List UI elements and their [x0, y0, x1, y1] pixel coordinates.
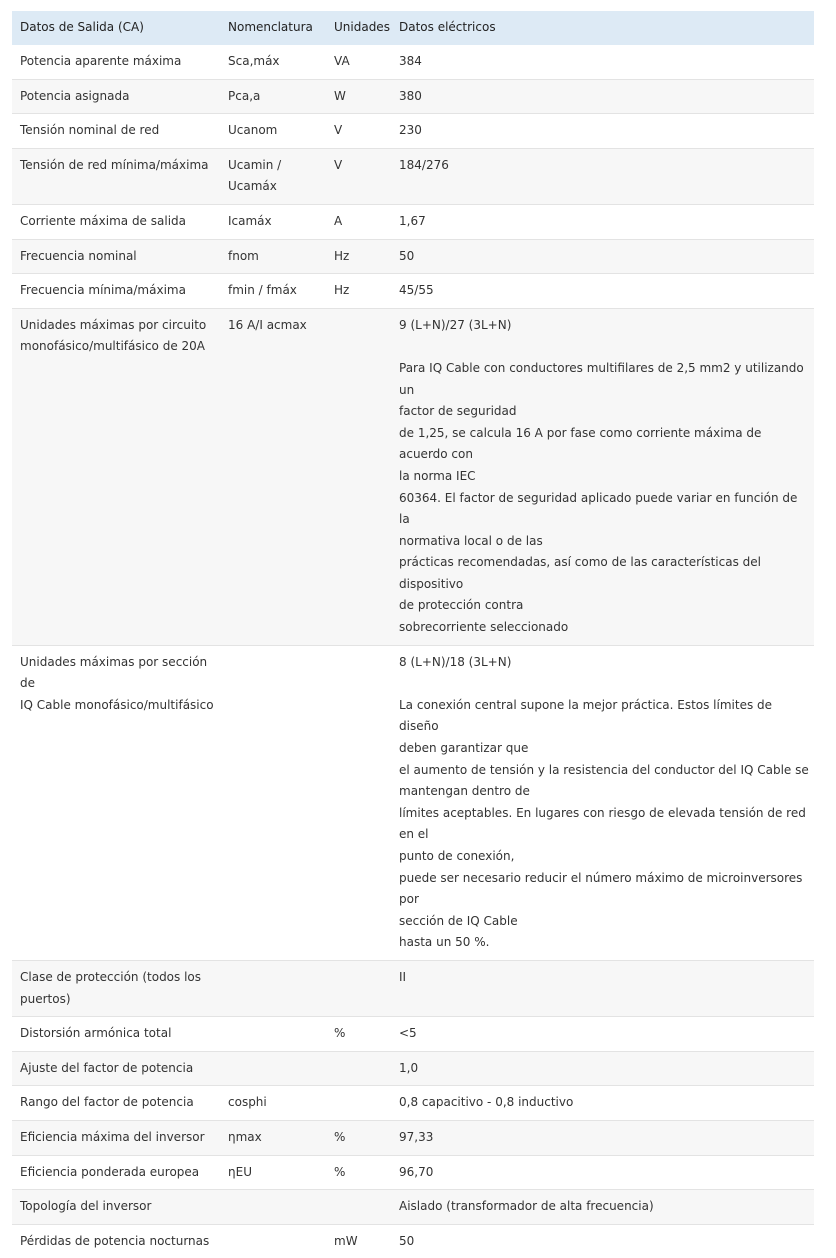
spec-table-container	[12, 11, 814, 1258]
table-row	[12, 1190, 814, 1225]
param-cell	[12, 1120, 220, 1155]
nomenclature-cell	[220, 960, 326, 1016]
nomenclature-cell	[220, 1190, 326, 1225]
value-cell	[391, 645, 814, 960]
nomenclature-cell-text: Icamáx	[228, 213, 272, 228]
table-row	[12, 1120, 814, 1155]
param-cell	[12, 1017, 220, 1052]
value-cell	[391, 960, 814, 1016]
table-body	[12, 45, 814, 1258]
spec-table	[12, 11, 814, 1258]
value-cell	[391, 274, 814, 309]
nomenclature-cell	[220, 308, 326, 645]
param-cell	[12, 1155, 220, 1190]
param-cell-text: Unidades máximas por sección de IQ Cable monofásico/multifásico	[20, 654, 214, 712]
nomenclature-cell	[220, 239, 326, 274]
unit-cell	[326, 1051, 391, 1086]
param-cell	[12, 1190, 220, 1225]
param-cell	[12, 274, 220, 309]
value-cell	[391, 1155, 814, 1190]
unit-cell	[326, 1224, 391, 1258]
nomenclature-cell	[220, 204, 326, 239]
header-electrical-data: Datos eléctricos	[391, 11, 814, 45]
unit-cell	[326, 1086, 391, 1121]
param-cell-text: Tensión de red mínima/máxima	[20, 157, 209, 172]
value-text: 9 (L+N)/27 (3L+N)	[399, 317, 512, 332]
value-text: 50	[399, 248, 415, 263]
param-cell-text: Tensión nominal de red	[20, 123, 160, 138]
nomenclature-cell	[220, 645, 326, 960]
unit-cell	[326, 274, 391, 309]
value-text: 384	[399, 54, 422, 68]
value-cell	[391, 45, 814, 79]
unit-cell	[326, 960, 391, 1016]
nomenclature-cell	[220, 148, 326, 204]
table-row	[12, 114, 814, 149]
table-row	[12, 1086, 814, 1121]
nomenclature-cell	[220, 274, 326, 309]
value-note: La conexión central supone la mejor práctica. Estos límites de diseño deben garantizar que el aumento de tensión y la resistencia del conductor del IQ Cable se mantengan dentro de límites aceptables. En lugares con riesgo de elevada tensión de red en el punto de conexión, puede ser necesario reducir el número máximo de microinversores por sección de IQ Cable hasta un 50 %.	[399, 697, 809, 950]
unit-cell-text: Hz	[334, 283, 350, 298]
unit-cell	[326, 79, 391, 114]
unit-cell-text: mW	[334, 1233, 358, 1248]
nomenclature-cell-text: 16 A/I acmax	[228, 317, 307, 332]
nomenclature-cell-text: Ucanom	[228, 123, 278, 138]
table-row	[12, 148, 814, 204]
nomenclature-cell	[220, 1224, 326, 1258]
param-cell-text: Pérdidas de potencia nocturnas	[20, 1233, 210, 1248]
header-row	[12, 11, 814, 45]
param-cell-text: Topología del inversor	[20, 1199, 152, 1214]
nomenclature-cell-text: ηEU	[228, 1164, 252, 1179]
param-cell	[12, 1086, 220, 1121]
nomenclature-cell	[220, 1155, 326, 1190]
param-cell-text: Unidades máximas por circuito monofásico/multifásico de 20A	[20, 317, 207, 354]
param-cell	[12, 308, 220, 645]
param-cell	[12, 1224, 220, 1258]
value-text: Aislado (transformador de alta frecuencia)	[399, 1199, 654, 1214]
nomenclature-cell	[220, 45, 326, 79]
unit-cell	[326, 1155, 391, 1190]
value-text: 97,33	[399, 1129, 434, 1144]
param-cell	[12, 645, 220, 960]
unit-cell-text: V	[334, 157, 343, 172]
value-text: 380	[399, 88, 422, 103]
nomenclature-cell	[220, 1051, 326, 1086]
nomenclature-cell-text: ηmax	[228, 1129, 262, 1144]
table-row	[12, 79, 814, 114]
param-cell	[12, 204, 220, 239]
param-cell-text: Distorsión armónica total	[20, 1026, 172, 1041]
unit-cell-text: VA	[334, 54, 350, 68]
nomenclature-cell-text: Sca,máx	[228, 54, 280, 68]
param-cell-text: Potencia asignada	[20, 88, 130, 103]
value-cell	[391, 1120, 814, 1155]
param-cell	[12, 239, 220, 274]
nomenclature-cell-text: Pca,a	[228, 88, 261, 103]
unit-cell	[326, 1190, 391, 1225]
value-text: 184/276	[399, 157, 449, 172]
param-cell	[12, 45, 220, 79]
param-cell-text: Potencia aparente máxima	[20, 54, 182, 68]
param-cell-text: Clase de protección (todos los puertos)	[20, 969, 202, 1006]
unit-cell-text: W	[334, 88, 346, 103]
table-row	[12, 645, 814, 960]
value-text: 8 (L+N)/18 (3L+N)	[399, 654, 512, 669]
param-cell	[12, 79, 220, 114]
param-cell-text: Rango del factor de potencia	[20, 1095, 194, 1110]
value-cell	[391, 1224, 814, 1258]
unit-cell	[326, 45, 391, 79]
value-cell	[391, 308, 814, 645]
table-row	[12, 1017, 814, 1052]
value-text: 1,0	[399, 1060, 419, 1075]
table-row	[12, 239, 814, 274]
param-cell	[12, 114, 220, 149]
unit-cell	[326, 204, 391, 239]
param-cell	[12, 960, 220, 1016]
value-text: 50	[399, 1233, 415, 1248]
param-cell-text: Frecuencia nominal	[20, 248, 137, 263]
unit-cell	[326, 645, 391, 960]
value-text: 230	[399, 123, 422, 138]
table-header	[12, 11, 814, 45]
nomenclature-cell-text: fmin / fmáx	[228, 283, 297, 298]
unit-cell	[326, 148, 391, 204]
value-cell	[391, 79, 814, 114]
table-row	[12, 274, 814, 309]
table-row	[12, 1155, 814, 1190]
value-cell	[391, 1017, 814, 1052]
nomenclature-cell-text: Ucamin / Ucamáx	[228, 157, 282, 194]
header-param: Datos de Salida (CA)	[12, 11, 220, 45]
unit-cell-text: A	[334, 213, 343, 228]
unit-cell	[326, 1120, 391, 1155]
header-nomenclature: Nomenclatura	[220, 11, 326, 45]
unit-cell	[326, 114, 391, 149]
value-cell	[391, 1086, 814, 1121]
unit-cell-text: V	[334, 123, 343, 138]
value-text: 96,70	[399, 1164, 434, 1179]
table-row	[12, 308, 814, 645]
value-text: 0,8 capacitivo - 0,8 inductivo	[399, 1095, 574, 1110]
value-cell	[391, 1190, 814, 1225]
nomenclature-cell-text: cosphi	[228, 1095, 267, 1110]
unit-cell-text: %	[334, 1129, 346, 1144]
value-text: 45/55	[399, 283, 434, 298]
value-text: II	[399, 969, 407, 984]
param-cell-text: Eficiencia máxima del inversor	[20, 1129, 205, 1144]
value-cell	[391, 148, 814, 204]
unit-cell	[326, 1017, 391, 1052]
param-cell-text: Eficiencia ponderada europea	[20, 1164, 200, 1179]
value-text: <5	[399, 1026, 417, 1041]
table-row	[12, 204, 814, 239]
table-row	[12, 1051, 814, 1086]
nomenclature-cell	[220, 1120, 326, 1155]
param-cell-text: Corriente máxima de salida	[20, 213, 186, 228]
param-cell	[12, 1051, 220, 1086]
value-cell	[391, 239, 814, 274]
nomenclature-cell-text: fnom	[228, 248, 259, 263]
unit-cell	[326, 308, 391, 645]
table-row	[12, 960, 814, 1016]
nomenclature-cell	[220, 1017, 326, 1052]
param-cell-text: Frecuencia mínima/máxima	[20, 283, 186, 298]
unit-cell-text: Hz	[334, 248, 350, 263]
value-note: Para IQ Cable con conductores multifilares de 2,5 mm2 y utilizando un factor de seguridad de 1,25, se calcula 16 A por fase como corriente máxima de acuerdo con la norma IEC 60364. El factor de seguridad aplicado puede variar en función de la normativa local o de las prácticas recomendadas, así como de las características del dispositivo de protección contra sobrecorriente seleccionado	[399, 360, 804, 635]
header-units: Unidades	[326, 11, 391, 45]
value-cell	[391, 114, 814, 149]
value-text: 1,67	[399, 213, 426, 228]
param-cell-text: Ajuste del factor de potencia	[20, 1060, 194, 1075]
table-row	[12, 45, 814, 79]
unit-cell	[326, 239, 391, 274]
value-cell	[391, 204, 814, 239]
unit-cell-text: %	[334, 1164, 346, 1179]
nomenclature-cell	[220, 1086, 326, 1121]
table-row	[12, 1224, 814, 1258]
nomenclature-cell	[220, 114, 326, 149]
param-cell	[12, 148, 220, 204]
nomenclature-cell	[220, 79, 326, 114]
unit-cell-text: %	[334, 1026, 346, 1041]
value-cell	[391, 1051, 814, 1086]
